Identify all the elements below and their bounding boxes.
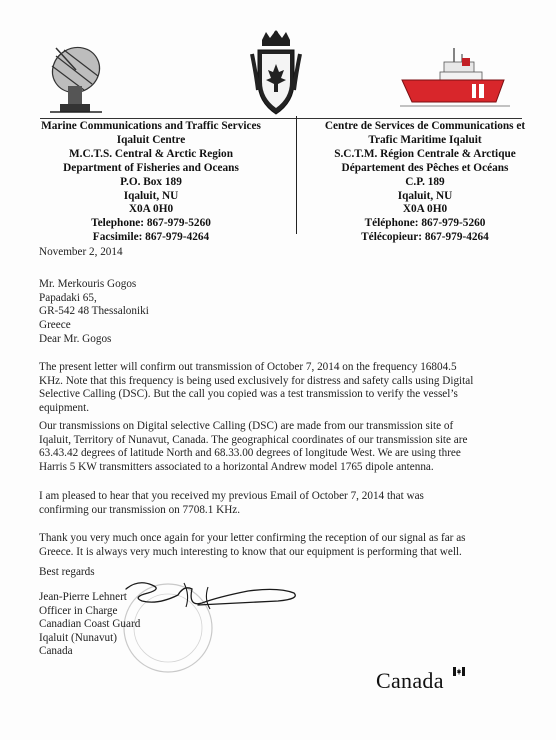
closing-text: Best regards bbox=[39, 566, 95, 578]
paragraph-line: equipment. bbox=[39, 401, 90, 414]
recipient-address bbox=[39, 278, 539, 332]
signature-line: Iqaluit (Nunavut) bbox=[39, 631, 117, 644]
header-rule-right bbox=[296, 118, 522, 119]
header-divider bbox=[296, 116, 297, 234]
address-line: GR-542 48 Thessaloniki bbox=[39, 305, 149, 318]
header-line: Facsimile: 867-979-4264 bbox=[92, 231, 210, 244]
paragraph-line: Greece. It is always very much interesting to know that our equipment is performing that well. bbox=[39, 545, 462, 558]
paragraph-line: The present letter will confirm out transmission of October 7, 2014 on the frequency 16804.5 bbox=[39, 361, 457, 373]
paragraph-2 bbox=[39, 420, 539, 474]
header-line: Iqaluit, NU bbox=[397, 189, 453, 202]
royal-crest-icon bbox=[248, 30, 304, 120]
signature-line: Canada bbox=[39, 645, 73, 658]
address-line: Mr. Merkouris Gogos bbox=[39, 278, 137, 290]
header-line: X0A 0H0 bbox=[402, 203, 448, 216]
header-line: M.C.T.S. Central & Arctic Region bbox=[69, 147, 233, 160]
paragraph-line: 63.43.42 degrees of latitude North and 68.33.00 degrees of longitude West. We are using three bbox=[39, 447, 461, 460]
header-english bbox=[8, 120, 294, 245]
paragraph-3 bbox=[39, 490, 539, 517]
paragraph-line: KHz. Note that this frequency is being used exclusively for distress and safety calls using Digital bbox=[39, 374, 474, 387]
paragraph-line: Harris 5 KW transmitters associated to a horizontal Andrew model 1765 dipole antenna. bbox=[39, 460, 434, 473]
header-line: Telephone: 867-979-5260 bbox=[91, 217, 211, 230]
header-line: Département des Pêches et Océans bbox=[341, 161, 509, 174]
paragraph-line: I am pleased to hear that you received my previous Email of October 7, 2014 that was bbox=[39, 490, 424, 502]
canada-wordmark: Canada bbox=[376, 668, 444, 693]
satellite-dish-icon bbox=[42, 40, 112, 116]
header-french bbox=[299, 120, 551, 245]
date-text: November 2, 2014 bbox=[39, 246, 123, 258]
paragraph-1 bbox=[39, 361, 539, 415]
paragraph-line: confirming our transmission on 7708.1 KHz. bbox=[39, 503, 241, 516]
header-line: C.P. 189 bbox=[405, 175, 445, 188]
salutation bbox=[39, 333, 539, 347]
address-line: Papadaki 65, bbox=[39, 291, 97, 304]
header-line: Centre de Services de Communications et bbox=[324, 120, 526, 132]
address-line: Greece bbox=[39, 318, 71, 331]
paragraph-line: Selective Calling (DSC). But the call you copied was a test transmission to verify the vessel’s bbox=[39, 388, 458, 401]
signature-block bbox=[39, 591, 539, 659]
salutation-text: Dear Mr. Gogos bbox=[39, 333, 112, 345]
paragraph-line: Our transmissions on Digital selective Calling (DSC) are made from our transmission site of bbox=[39, 420, 454, 432]
letter-date bbox=[39, 246, 539, 260]
coast-guard-ship-icon bbox=[400, 44, 510, 112]
paragraph-4 bbox=[39, 532, 539, 559]
header-line: Téléphone: 867-979-5260 bbox=[364, 217, 486, 230]
signature-line: Jean-Pierre Lehnert bbox=[39, 591, 127, 603]
paragraph-line: Iqaluit, Territory of Nunavut, Canada. The geographical coordinates of our transmission site are bbox=[39, 433, 468, 446]
signature-line: Officer in Charge bbox=[39, 604, 118, 617]
header-line: Marine Communications and Traffic Services bbox=[41, 120, 261, 132]
header-line: P.O. Box 189 bbox=[120, 175, 182, 188]
paragraph-line: Thank you very much once again for your letter confirming the reception of our signal as far as bbox=[39, 532, 466, 544]
header-line: Department of Fisheries and Oceans bbox=[63, 161, 239, 174]
header-line: Iqaluit Centre bbox=[116, 133, 186, 146]
header-rule-left bbox=[40, 118, 296, 119]
header-line: Iqaluit, NU bbox=[123, 189, 179, 202]
header-line: Télécopieur: 867-979-4264 bbox=[361, 231, 489, 244]
signature-line: Canadian Coast Guard bbox=[39, 618, 141, 631]
header-line: X0A 0H0 bbox=[128, 203, 174, 216]
header-line: S.C.T.M. Région Centrale & Arctique bbox=[334, 147, 516, 160]
canada-flag-icon bbox=[453, 667, 465, 676]
header-line: Trafic Maritime Iqaluit bbox=[368, 133, 482, 146]
